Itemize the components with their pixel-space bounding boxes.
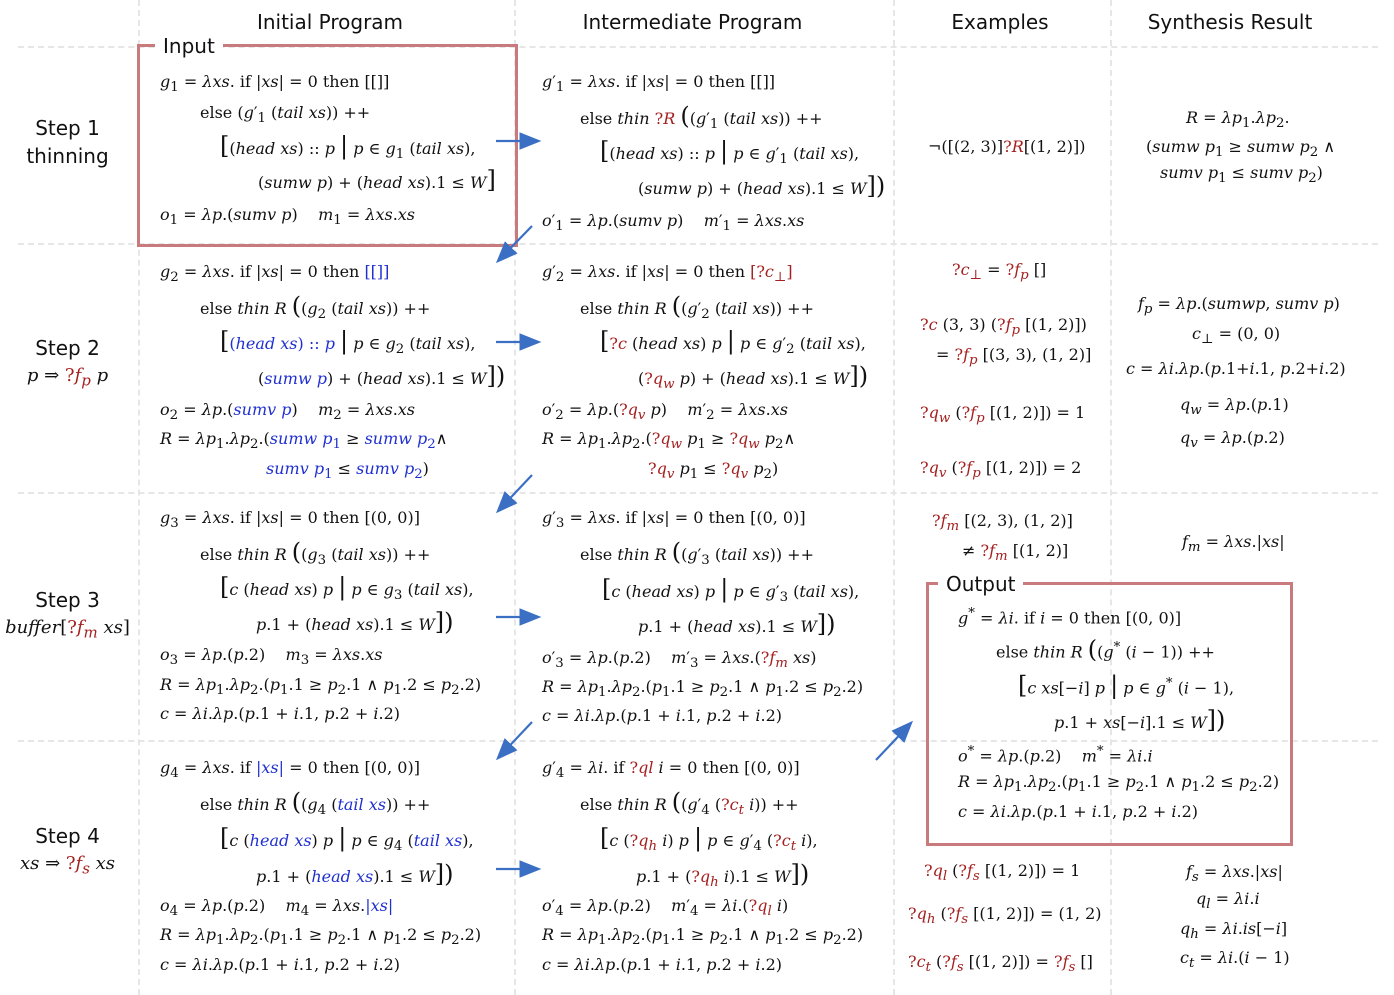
step-subtitle: xs ⇒ $?f_s$ xs xyxy=(19,853,116,878)
header-initial-program: Initial Program xyxy=(256,10,404,34)
output-label: Output xyxy=(938,572,1023,596)
step-title: Step 2 xyxy=(35,336,100,360)
step-subtitle: thinning xyxy=(26,144,109,168)
arrow-down-left xyxy=(499,226,532,260)
header-intermediate-program: Intermediate Program xyxy=(582,10,803,34)
step3-synthesis-result: $f_m = \lambda xs.|xs|$ xyxy=(1182,532,1285,556)
arrow-down-left xyxy=(499,475,532,510)
step-title: Step 4 xyxy=(35,824,100,848)
header-examples: Examples xyxy=(951,10,1049,34)
step-title: Step 1 xyxy=(35,116,100,140)
arrow-down-left xyxy=(499,722,532,757)
arrow-up-right xyxy=(876,724,910,760)
step-subtitle: p ⇒ $?f_p$ p xyxy=(26,365,109,390)
header-synthesis-result: Synthesis Result xyxy=(1147,10,1313,34)
step1-example: ¬([(2, 3)]?R[(1, 2)]) xyxy=(928,137,1086,156)
step-title: Step 3 xyxy=(35,588,100,612)
step-subtitle: $buffer[?f_m$ xs] xyxy=(5,617,130,642)
input-label: Input xyxy=(155,34,223,58)
